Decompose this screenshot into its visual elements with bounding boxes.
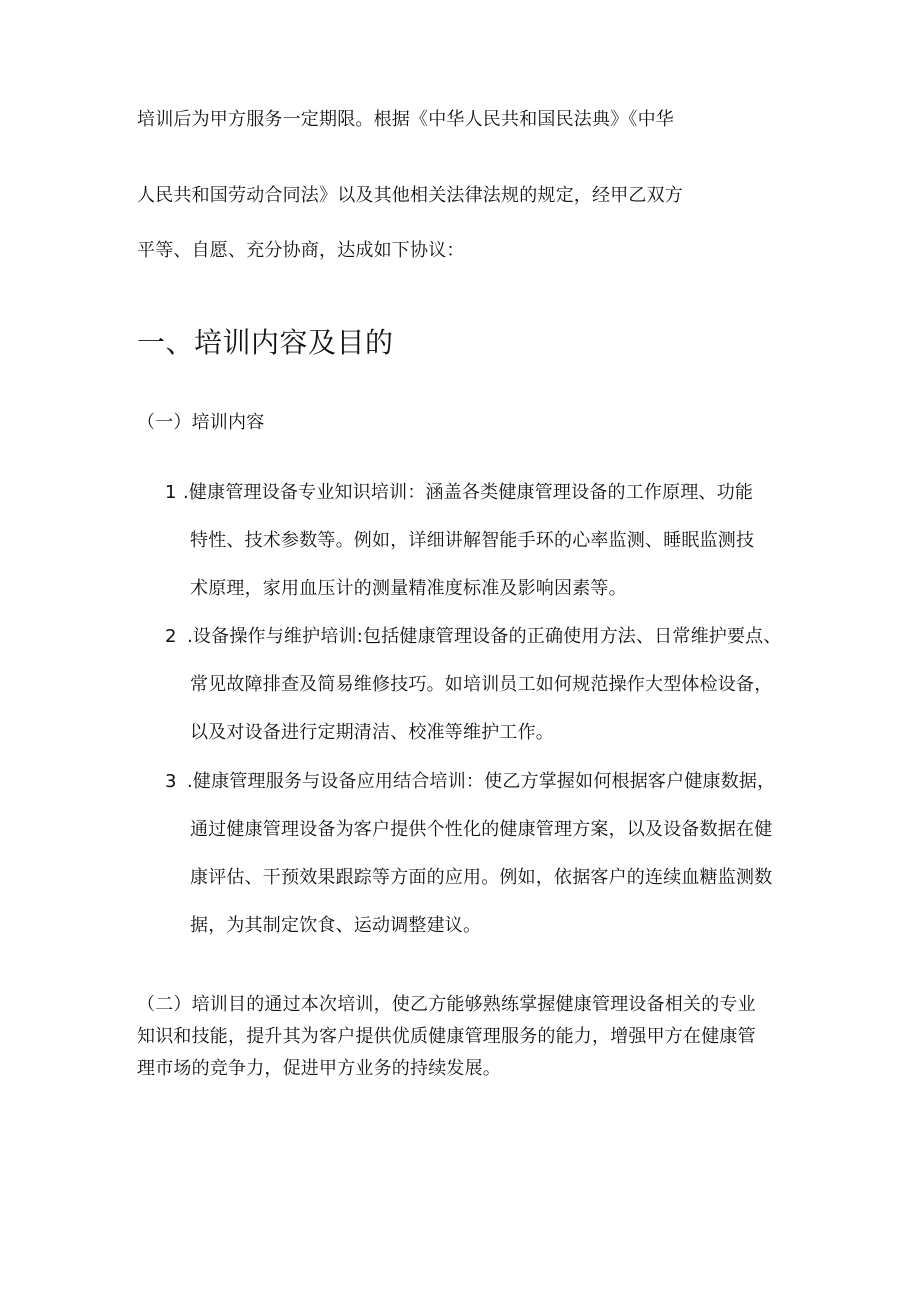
item-number-1: 1 (165, 482, 177, 503)
intro-line-1: 培训后为甲方服务一定期限。根据《中华人民共和国民法典》《中华 (137, 109, 674, 130)
item-2-line-1: .设备操作与维护培训:包括健康管理设备的正确使用方法、日常维护要点、 (187, 626, 782, 647)
item-3-line-1: .健康管理服务与设备应用结合培训：使乙方掌握如何根据客户健康数据， (187, 771, 776, 792)
item-2-line-2: 常见故障排查及简易维修技巧。如培训员工如何规范操作大型体检设备， (190, 674, 773, 695)
item-1-line-1: .健康管理设备专业知识培训：涵盖各类健康管理设备的工作原理、功能 (183, 482, 754, 503)
intro-line-2: 人民共和国劳动合同法》以及其他相关法律法规的规定，经甲乙双方 (137, 185, 683, 206)
item-1-line-3: 术原理，家用血压计的测量精准度标准及影响因素等。 (190, 578, 627, 599)
purpose-line-2: 知识和技能，提升其为客户提供优质健康管理服务的能力，增强甲方在健康管 (137, 1026, 756, 1047)
section-heading: 一、培训内容及目的 (137, 326, 394, 359)
item-2-line-3: 以及对设备进行定期清洁、校准等维护工作。 (190, 722, 554, 743)
item-3-line-3: 康评估、干预效果跟踪等方面的应用。例如，依据客户的连续血糖监测数 (190, 867, 773, 888)
item-3-line-2: 通过健康管理设备为客户提供个性化的健康管理方案，以及设备数据在健 (190, 819, 773, 840)
item-number-3: 3 (165, 771, 177, 792)
item-3-line-4: 据，为其制定饮食、运动调整建议。 (190, 915, 482, 936)
intro-line-3: 平等、自愿、充分协商，达成如下协议： (137, 240, 465, 261)
item-number-2: 2 (165, 626, 177, 647)
item-1-line-2: 特性、技术参数等。例如，详细讲解智能手环的心率监测、睡眠监测技 (190, 530, 755, 551)
subsection-heading-content: （一）培训内容 (137, 412, 265, 433)
purpose-line-3: 理市场的竞争力，促进甲方业务的持续发展。 (137, 1058, 501, 1079)
purpose-line-1: （二）培训目的通过本次培训，使乙方能够熟练掌握健康管理设备相关的专业 (137, 994, 756, 1015)
